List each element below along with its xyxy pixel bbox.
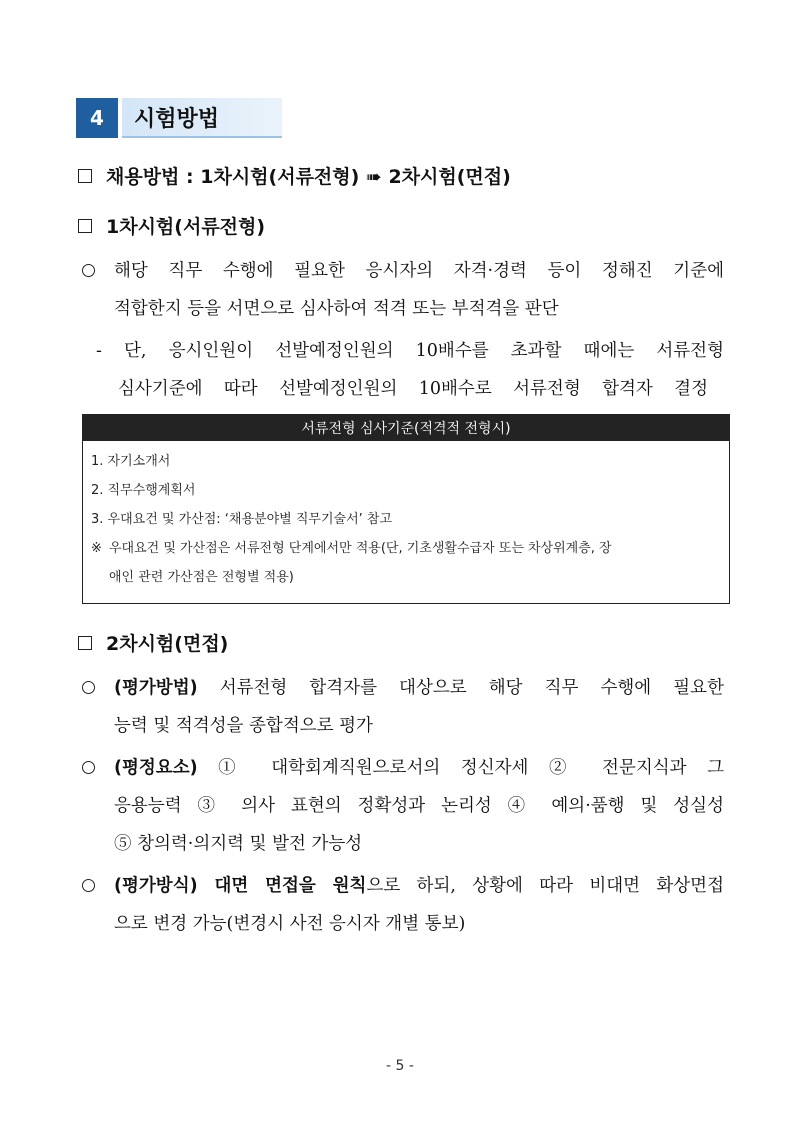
circle-bullet-icon [82,761,95,774]
eval-format-text: 으로 하되, 상황에 따라 비대면 화상면접 [366,876,724,896]
criteria-note-line2: 애인 관련 가산점은 전형별 적용) [109,570,294,585]
criteria-item: 3. 우대요건 및 가산점: ‘채용분야별 직무기술서’ 참고 [91,512,393,527]
second-exam-heading-row [78,629,228,656]
eval-format-bold: 대면 면접을 원칙 [197,876,367,896]
eval-format-label: (평가방식) [114,876,198,896]
eval-method-label: (평가방법) [114,678,198,698]
first-exam-heading-row [78,212,265,239]
square-bullet-icon [78,636,92,650]
section-number: 4 [76,98,118,138]
first-exam-p1-line1: 해당 직무 수행에 필요한 응시자의 자격·경력 등이 정해진 기준에 [114,261,724,281]
section-title: 시험방법 [134,106,220,132]
method-heading-row [78,162,511,189]
square-bullet-icon [78,169,92,183]
circle-bullet-icon [82,879,95,892]
criteria-title: 서류전형 심사기준(적격적 전형시) [83,415,729,441]
eval-format-line1 [114,867,724,905]
section-title-box [122,98,282,138]
eval-factors-label: (평정요소) [114,758,198,778]
criteria-note [91,534,721,592]
method-heading: 채용방법 : 1차시험(서류전형) ➠ 2차시험(면접) [106,166,511,188]
first-exam-heading: 1차시험(서류전형) [106,216,266,238]
first-exam-p2-line1: - 단, 응시인원이 선발예정인원의 10배수를 초과할 때에는 서류전형 [96,341,724,361]
square-bullet-icon [78,219,92,233]
first-exam-p2-line2: 심사기준에 따라 선발예정인원의 10배수로 서류전형 합격자 결정 [118,379,708,399]
eval-factors-line1 [114,749,724,787]
eval-method-line1 [114,669,724,707]
eval-factors-line3: ⑤ 창의력·의지력 및 발전 가능성 [114,834,363,854]
criteria-note-line1: 우대요건 및 가산점은 서류전형 단계에서만 적용(단, 기초생활수급자 또는 차상위계층, 장 [109,541,612,556]
eval-method-line2: 능력 및 적격성을 종합적으로 평가 [114,716,373,736]
circle-bullet-icon [82,264,95,277]
criteria-body [83,441,729,592]
criteria-box [82,414,730,604]
eval-format-line2: 으로 변경 가능(변경시 사전 응시자 개별 통보) [114,914,466,934]
first-exam-p1-line2: 적합한지 등을 서면으로 심사하여 적격 또는 부적격을 판단 [114,299,559,319]
page-number: - 5 - [386,1058,414,1074]
second-exam-heading: 2차시험(면접) [106,633,229,655]
eval-factors-line2: 응용능력 ③ 의사 표현의 정확성과 논리성 ④ 예의·품행 및 성실성 [114,796,724,816]
circle-bullet-icon [82,681,95,694]
criteria-item: 2. 직무수행계획서 [91,483,196,498]
eval-method-text: 서류전형 합격자를 대상으로 해당 직무 수행에 필요한 [197,678,724,698]
note-mark: ※ [91,541,102,556]
eval-factors-text: ① 대학회계직원으로서의 정신자세 ② 전문지식과 그 [197,758,724,778]
criteria-item: 1. 자기소개서 [91,454,171,469]
